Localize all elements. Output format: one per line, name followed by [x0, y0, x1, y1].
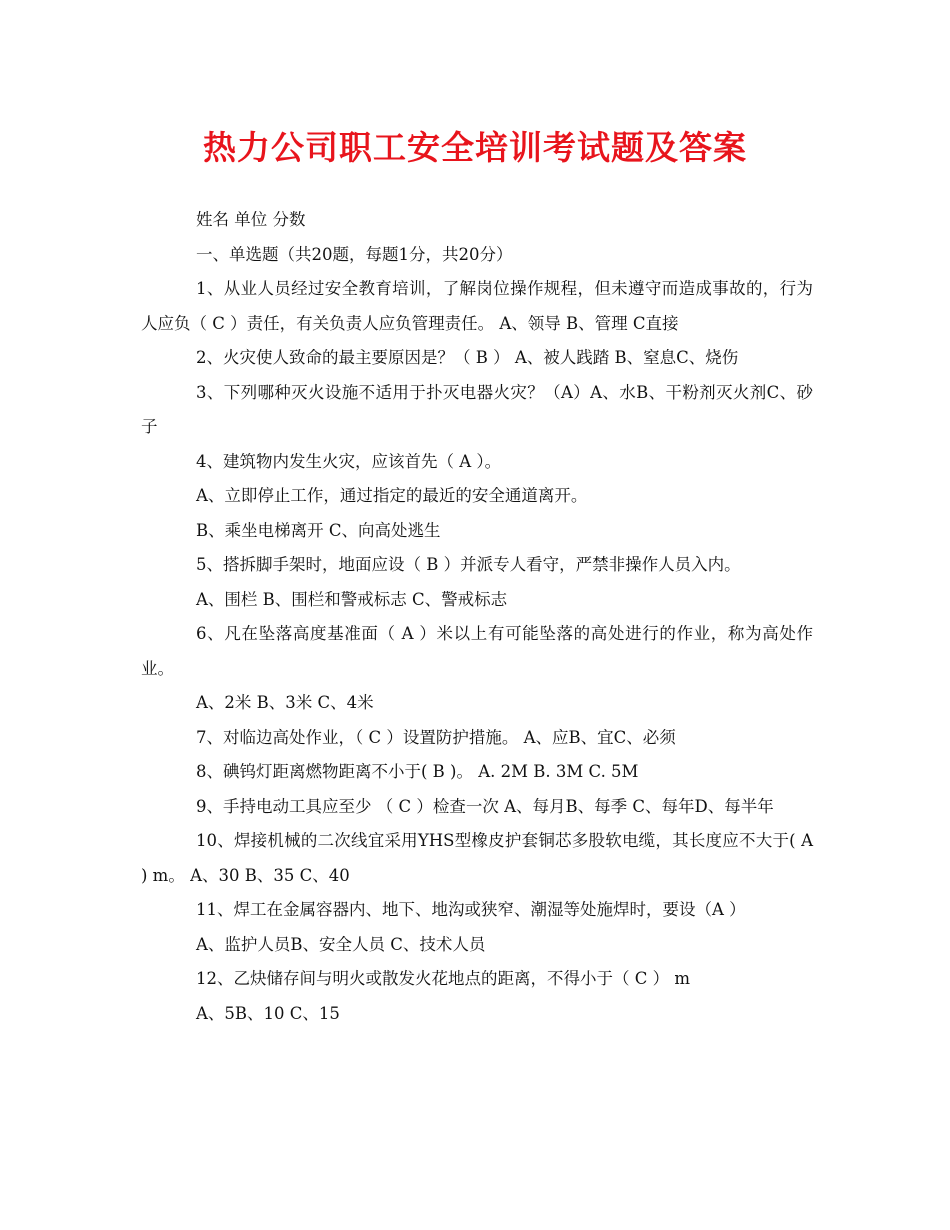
- document-title: 热力公司职工安全培训考试题及答案: [203, 128, 747, 167]
- question-12: 12、乙炔储存间与明火或散发火花地点的距离，不得小于（ C ） m: [196, 969, 691, 988]
- question-10: 10、焊接机械的二次线宜采用YHS型橡皮护套铜芯多股软电缆，其长度应不大于( A ) m。 A、30 B、35 C、40: [141, 831, 813, 885]
- question-5-options: A、围栏 B、围栏和警戒标志 C、警戒标志: [196, 589, 508, 609]
- section-heading: 一、单选题（共20题，每题1分，共20分）: [196, 244, 513, 264]
- question-8: 8、碘钨灯距离燃物距离不小于( B )。 A. 2M B. 3M C. 5M: [196, 762, 639, 781]
- question-11: 11、焊工在金属容器内、地下、地沟或狭窄、潮湿等处施焊时，要设（A ）: [196, 900, 746, 919]
- question-4-option-a: A、立即停止工作，通过指定的最近的安全通道离开。: [196, 486, 588, 505]
- question-5: 5、搭拆脚手架时，地面应设（ B ）并派专人看守，严禁非操作人员入内。: [196, 555, 741, 574]
- question-2: 2、火灾使人致命的最主要原因是？（ B ） A、被人践踏 B、窒息C、烧伤: [196, 348, 739, 367]
- question-11-options: A、监护人员B、安全人员 C、技术人员: [196, 934, 486, 954]
- question-3: 3、下列哪种灭火设施不适用于扑灭电器火灾？（A）A、水B、干粉剂灭火剂C、砂子: [141, 382, 813, 436]
- question-4: 4、建筑物内发生火灾，应该首先（ A ）。: [196, 451, 502, 471]
- question-1: 1、从业人员经过安全教育培训，了解岗位操作规程，但未遵守而造成事故的，行为人应负（ C ）责任，有关负责人应负管理责任。 A、领导 B、管理 C直接: [141, 279, 813, 333]
- question-9: 9、手持电动工具应至少 （ C ）检查一次 A、每月B、每季 C、每年D、每半年: [196, 796, 774, 816]
- document-body: [141, 203, 813, 1031]
- question-4-options-bc: B、乘坐电梯离开 C、向高处逃生: [196, 520, 441, 540]
- exam-header-fields: 姓名 单位 分数: [196, 210, 306, 229]
- question-6-options: A、2米 B、3米 C、4米: [196, 693, 374, 712]
- question-12-options: A、5B、10 C、15: [196, 1003, 340, 1023]
- question-6: 6、凡在坠落高度基准面（ A ）米以上有可能坠落的高处进行的作业，称为高处作业。: [141, 624, 813, 678]
- question-7: 7、对临边高处作业，（ C ）设置防护措施。 A、应B、宜C、必须: [196, 727, 676, 747]
